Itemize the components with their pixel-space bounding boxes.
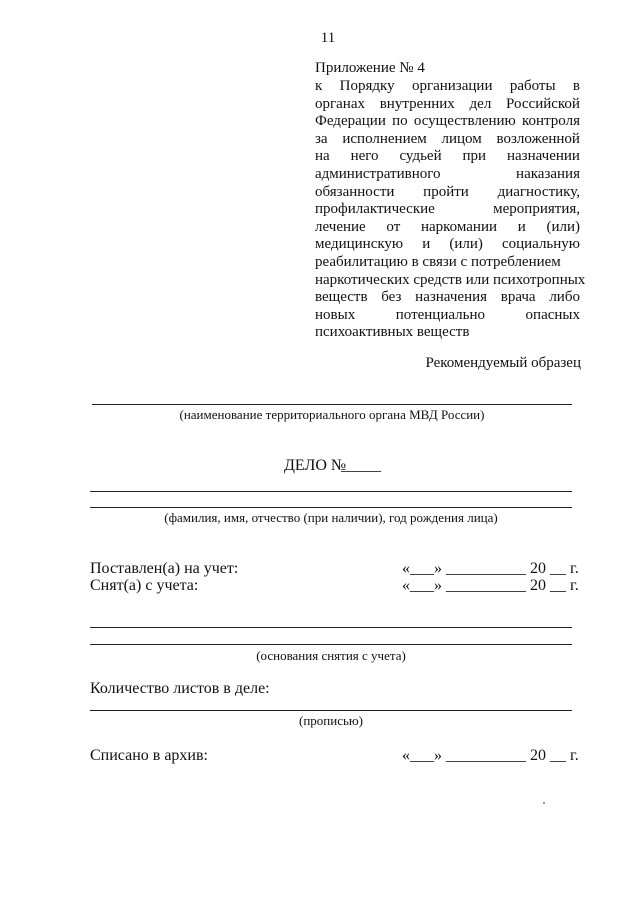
appendix-word: назначении bbox=[506, 148, 580, 165]
appendix-word: дел bbox=[469, 95, 492, 112]
appendix-word: наркомании bbox=[420, 218, 498, 235]
appendix-word: реабилитацию в связи с потреблением bbox=[315, 254, 561, 270]
appendix-word: социальную bbox=[501, 236, 580, 253]
appendix-line bbox=[315, 254, 580, 272]
case-number-blank: _____ bbox=[341, 457, 381, 474]
appendix-word: Порядку bbox=[339, 78, 395, 94]
appendix-word: осуществлению bbox=[413, 113, 516, 130]
appendix-word: наказания bbox=[516, 166, 580, 182]
appendix-word: новых bbox=[315, 306, 356, 323]
sheets-count-line bbox=[90, 710, 572, 711]
sheets-count-label: Количество листов в деле: bbox=[90, 680, 270, 697]
appendix-word: Российской bbox=[506, 95, 580, 112]
appendix-line bbox=[315, 96, 580, 114]
appendix-word: него bbox=[350, 148, 379, 165]
appendix-word: контроля bbox=[522, 113, 580, 130]
appendix-word: работы bbox=[509, 78, 556, 94]
reason-line-1 bbox=[90, 627, 572, 628]
appendix-word: лечение bbox=[315, 218, 366, 235]
org-name-line bbox=[92, 404, 572, 405]
appendix-line bbox=[315, 236, 580, 254]
appendix-word: наркотических средств или психотропных bbox=[315, 271, 586, 288]
appendix-word: обязанности bbox=[315, 183, 395, 200]
appendix-line bbox=[315, 166, 580, 184]
appendix-word: психоактивных веществ bbox=[315, 324, 470, 341]
appendix-line bbox=[315, 131, 580, 149]
appendix-word: Федерации bbox=[315, 113, 386, 130]
reason-caption: (основания снятия с учета) bbox=[256, 648, 406, 663]
archived-label: Списано в архив: bbox=[90, 747, 208, 764]
appendix-word: веществ bbox=[315, 289, 368, 306]
registered-date-field: «___» __________ 20 __ г. bbox=[402, 560, 579, 577]
case-number-label: ДЕЛО № bbox=[284, 457, 347, 474]
appendix-word: организации bbox=[411, 78, 493, 94]
org-name-caption: (наименование территориального органа МВД России) bbox=[179, 407, 485, 422]
words-caption: (прописью) bbox=[299, 713, 363, 728]
appendix-word: судьей bbox=[399, 148, 442, 165]
appendix-line bbox=[315, 271, 586, 290]
appendix-word: при bbox=[462, 148, 487, 165]
scan-dot bbox=[543, 802, 545, 804]
appendix-word: и bbox=[422, 236, 431, 253]
person-caption: (фамилия, имя, отчество (при наличии), год рождения лица) bbox=[164, 510, 498, 525]
appendix-word: лицом bbox=[441, 130, 482, 147]
appendix-word: внутренних bbox=[379, 95, 455, 112]
appendix-line bbox=[315, 201, 580, 219]
appendix-word: за bbox=[315, 130, 328, 147]
appendix-word: мероприятия, bbox=[493, 201, 580, 218]
appendix-word: по bbox=[392, 113, 408, 130]
sample-label: Рекомендуемый образец bbox=[425, 355, 581, 371]
appendix-word: исполнением bbox=[342, 130, 427, 147]
deregistered-label: Снят(а) с учета: bbox=[90, 577, 199, 594]
appendix-word: диагностику, bbox=[497, 183, 580, 200]
appendix-word: органах bbox=[315, 95, 365, 112]
appendix-word: врача bbox=[500, 289, 536, 306]
appendix-line bbox=[315, 289, 580, 307]
appendix-word: либо bbox=[549, 289, 580, 306]
appendix-word: и bbox=[517, 218, 526, 235]
registered-label: Поставлен(а) на учет: bbox=[90, 560, 239, 577]
appendix-line bbox=[315, 78, 580, 96]
appendix-word: медицинскую bbox=[315, 236, 404, 253]
person-line-1 bbox=[90, 491, 572, 492]
appendix-line bbox=[315, 324, 580, 342]
appendix-word: возложенной bbox=[496, 130, 580, 147]
deregistered-date-field: «___» __________ 20 __ г. bbox=[402, 577, 579, 594]
appendix-line bbox=[315, 113, 580, 131]
person-line-2 bbox=[90, 507, 572, 508]
appendix-word: (или) bbox=[546, 218, 580, 235]
appendix-line bbox=[315, 184, 580, 202]
appendix-word: на bbox=[315, 148, 330, 165]
page-number: 11 bbox=[320, 30, 336, 46]
appendix-word: опасных bbox=[525, 306, 580, 323]
appendix-word: назначения bbox=[415, 289, 488, 306]
appendix-line bbox=[315, 307, 580, 325]
appendix-word: от bbox=[386, 218, 401, 235]
appendix-word: к bbox=[315, 78, 323, 94]
reason-line-2 bbox=[90, 644, 572, 645]
archived-date-field: «___» __________ 20 __ г. bbox=[402, 747, 579, 764]
appendix-word: в bbox=[572, 78, 580, 94]
appendix-line bbox=[315, 148, 580, 166]
appendix-title: Приложение № 4 bbox=[315, 60, 425, 76]
appendix-word: (или) bbox=[449, 236, 483, 253]
appendix-line bbox=[315, 219, 580, 237]
appendix-word: без bbox=[381, 289, 402, 306]
appendix-word: профилактические bbox=[315, 201, 435, 218]
appendix-word: пройти bbox=[423, 183, 469, 200]
appendix-word: административного bbox=[315, 166, 441, 182]
appendix-word: потенциально bbox=[395, 306, 486, 323]
